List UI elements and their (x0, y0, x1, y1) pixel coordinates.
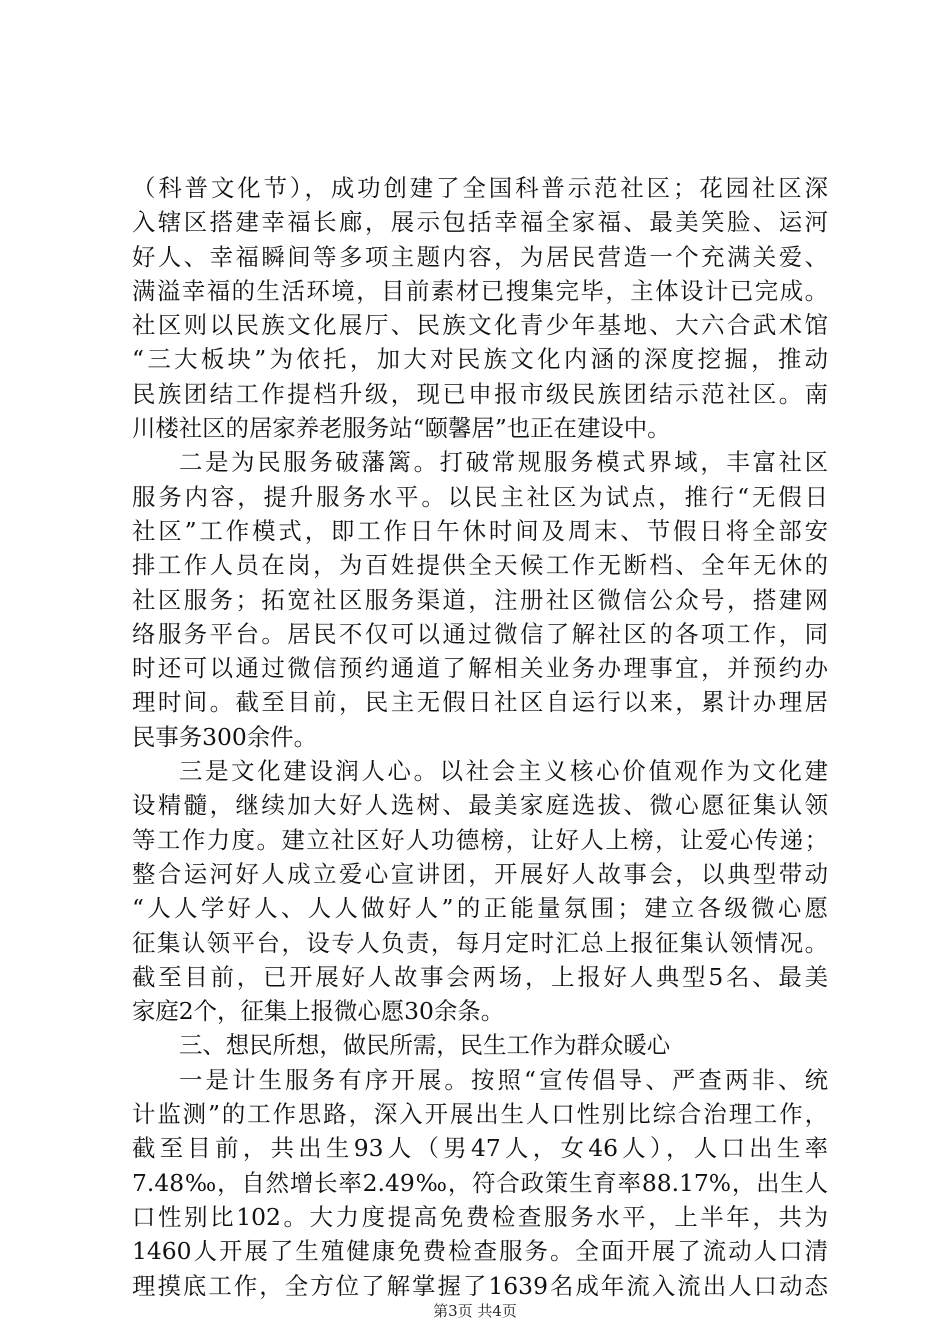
text-line: 社区服务；拓宽社区服务渠道，注册社区微信公众号，搭建网 (132, 585, 828, 614)
text-line: 整合运河好人成立爱心宣讲团，开展好人故事会，以典型带动 (132, 859, 828, 888)
page-footer: 第3页 共4页 (433, 1302, 517, 1320)
text-line: 7.48‰，自然增长率2.49‰，符合政策生育率88.17%，出生人 (132, 1168, 828, 1197)
text-line: 家庭2个，征集上报微心愿30余条。 (132, 997, 505, 1026)
text-line: 社区则以民族文化展厅、民族文化青少年基地、大六合武术馆 (132, 311, 828, 340)
text-line: 时还可以通过微信预约通道了解相关业务办理事宜，并预约办 (132, 654, 828, 683)
text-line: 民事务300余件。 (132, 722, 317, 751)
text-line: 二是为民服务破藩篱。打破常规服务模式界域，丰富社区 (179, 448, 828, 477)
text-line: 1460人开展了生殖健康免费检查服务。全面开展了流动人口清 (132, 1237, 828, 1266)
body-text (132, 171, 828, 1303)
text-line: 理时间。截至目前，民主无假日社区自运行以来，累计办理居 (132, 688, 828, 717)
text-line: 口性别比102。大力度提高免费检查服务水平，上半年，共为 (132, 1202, 828, 1231)
text-line: 民族团结工作提档升级，现已申报市级民族团结示范社区。南 (132, 379, 828, 408)
text-line: 设精髓，继续加大好人选树、最美家庭选拔、微心愿征集认领 (132, 791, 828, 820)
text-line: “三大板块”为依托，加大对民族文化内涵的深度挖掘，推动 (132, 345, 828, 374)
text-line: 好人、幸福瞬间等多项主题内容，为居民营造一个充满关爱、 (132, 242, 828, 271)
text-line: 一是计生服务有序开展。按照“宣传倡导、严查两非、统 (179, 1065, 828, 1094)
text-line: 满溢幸福的生活环境，目前素材已搜集完毕，主体设计已完成。 (132, 276, 828, 305)
text-line: 征集认领平台，设专人负责，每月定时汇总上报征集认领情况。 (132, 928, 828, 957)
text-line: 入辖区搭建幸福长廊，展示包括幸福全家福、最美笑脸、运河 (132, 208, 828, 237)
text-line: 截至目前，已开展好人故事会两场，上报好人典型5名、最美 (132, 962, 828, 991)
text-line: 等工作力度。建立社区好人功德榜，让好人上榜，让爱心传递； (132, 825, 828, 854)
text-line: 截至目前，共出生93人（男47人，女46人），人口出生率 (132, 1134, 828, 1163)
text-line: 理摸底工作，全方位了解掌握了1639名成年流入流出人口动态 (132, 1271, 828, 1300)
text-line: 三、想民所想，做民所需，民生工作为群众暖心 (179, 1031, 671, 1060)
text-line: 川楼社区的居家养老服务站“颐馨居”也正在建设中。 (132, 414, 671, 443)
text-line: 络服务平台。居民不仅可以通过微信了解社区的各项工作，同 (132, 619, 828, 648)
text-line: 计监测”的工作思路，深入开展出生人口性别比综合治理工作， (132, 1100, 828, 1129)
text-line: 服务内容，提升服务水平。以民主社区为试点，推行“无假日 (132, 482, 828, 511)
text-line: （科普文化节），成功创建了全国科普示范社区；花园社区深 (132, 174, 828, 202)
text-line: 社区”工作模式，即工作日午休时间及周末、节假日将全部安 (132, 516, 828, 545)
text-line: 三是文化建设润人心。以社会主义核心价值观作为文化建 (179, 757, 828, 786)
text-line: “人人学好人、人人做好人”的正能量氛围；建立各级微心愿 (132, 894, 828, 923)
text-line: 排工作人员在岗，为百姓提供全天候工作无断档、全年无休的 (132, 551, 828, 580)
